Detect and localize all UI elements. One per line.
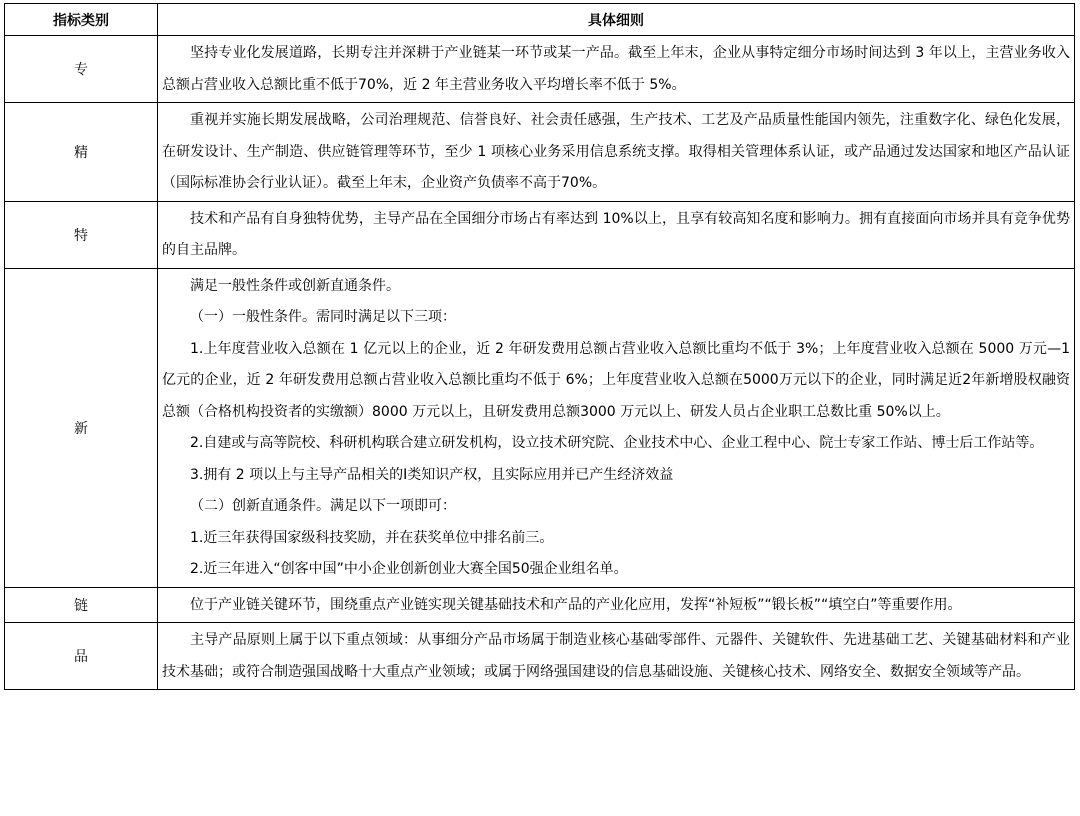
detail-cell <box>158 587 1075 623</box>
detail-cell <box>158 103 1075 202</box>
table-row-te <box>5 201 1075 268</box>
category-cell: 品 <box>5 623 158 690</box>
table-row-jing <box>5 103 1075 202</box>
detail-paragraph: 2.近三年进入“创客中国”中小企业创新创业大赛全国50强企业组名单。 <box>190 561 628 577</box>
detail-paragraph: 主导产品原则上属于以下重点领域：从事细分产品市场属于制造业核心基础零部件、元器件、关键软件、先进基础工艺、关键基础材料和产业技术基础；或符合制造强国战略十大重点产业领域；或属于网络强国建设的信息基础设施、关键核心技术、网络安全、数据安全领域等产品。 <box>162 632 1070 680</box>
detail-paragraph: （一）一般性条件。需同时满足以下三项： <box>190 309 456 325</box>
detail-paragraph: （二）创新直通条件。满足以下一项即可： <box>190 498 456 514</box>
detail-paragraph: 位于产业链关键环节，围绕重点产业链实现关键基础技术和产品的产业化应用，发挥“补短板”“锻长板”“填空白”等重要作用。 <box>190 596 962 613</box>
header-category: 指标类别 <box>5 4 158 36</box>
table-header-row <box>5 4 1075 36</box>
category-cell: 精 <box>5 103 158 202</box>
category-cell: 新 <box>5 268 158 587</box>
table-row-xin <box>5 268 1075 587</box>
table-row-zhuan <box>5 36 1075 103</box>
detail-paragraph: 1.上年度营业收入总额在 1 亿元以上的企业，近 2 年研发费用总额占营业收入总额比重均不低于 3%；上年度营业收入总额在 5000 万元—1 亿元的企业，近 2 年研发费用总额占营业收入总额比重均不低于 6%；上年度营业收入总额在5000万元以下的企业，同时满足近2年新增股权融资总额（合格机构投资者的实缴额）8000 万元以上，且研发费用总额3000 万元以上、研发人员占企业职工总数比重 50%以上。 <box>162 340 1070 420</box>
detail-paragraph: 坚持专业化发展道路，长期专注并深耕于产业链某一环节或某一产品。截至上年末，企业从事特定细分市场时间达到 3 年以上，主营业务收入总额占营业收入总额比重不低于70%，近 2 年主营业务收入平均增长率不低于 5%。 <box>162 45 1070 93</box>
detail-paragraph: 3.拥有 2 项以上与主导产品相关的Ⅰ类知识产权，且实际应用并已产生经济效益 <box>190 466 674 483</box>
detail-paragraph: 1.近三年获得国家级科技奖励，并在获奖单位中排名前三。 <box>190 529 554 546</box>
detail-paragraph: 满足一般性条件或创新直通条件。 <box>190 277 400 294</box>
category-cell: 链 <box>5 587 158 623</box>
detail-paragraph: 技术和产品有自身独特优势，主导产品在全国细分市场占有率达到 10%以上，且享有较高知名度和影响力。拥有直接面向市场并具有竞争优势的自主品牌。 <box>162 210 1070 258</box>
detail-paragraph: 重视并实施长期发展战略，公司治理规范、信誉良好、社会责任感强，生产技术、工艺及产品质量性能国内领先，注重数字化、绿色化发展，在研发设计、生产制造、供应链管理等环节，至少 1 项核心业务采用信息系统支撑。取得相关管理体系认证，或产品通过发达国家和地区产品认证（国际标准协会行业认证）。截至上年末，企业资产负债率不高于70%。 <box>162 112 1070 191</box>
detail-cell <box>158 623 1075 690</box>
category-cell: 特 <box>5 201 158 268</box>
header-details: 具体细则 <box>158 4 1075 36</box>
category-cell: 专 <box>5 36 158 103</box>
detail-paragraph: 2.自建或与高等院校、科研机构联合建立研发机构，设立技术研究院、企业技术中心、企业工程中心、院士专家工作站、博士后工作站等。 <box>190 435 1044 451</box>
table-row-pin <box>5 623 1075 690</box>
table-row-lian <box>5 587 1075 623</box>
criteria-table <box>4 3 1075 690</box>
detail-cell <box>158 268 1075 587</box>
detail-cell <box>158 201 1075 268</box>
detail-cell <box>158 36 1075 103</box>
